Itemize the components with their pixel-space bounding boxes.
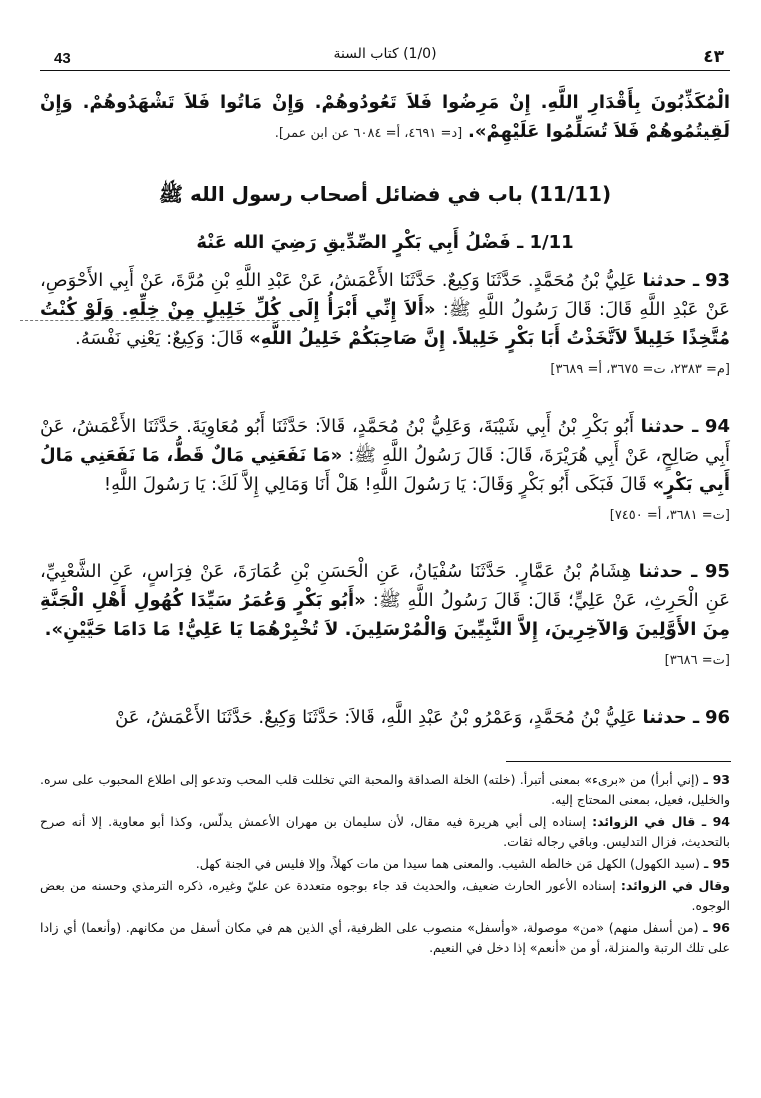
intro-block: [40, 88, 730, 148]
hadith-lead: ـ حدثنا: [640, 416, 699, 437]
hadith-isnad: عَلِيُّ بْنُ مُحَمَّدٍ، وَعَمْرُو بْنُ عَبْدِ اللَّهِ، قَالاَ: حَدَّثَنَا وَكِيعٌ. حَدَّثَنَا الأَعْمَشُ، عَنْ: [115, 707, 637, 728]
intro-reference: [د= ٤٦٩١، أ= ٦٠٨٤ عن ابن عمر].: [274, 126, 463, 141]
chapter-title: (11/11) باب في فضائل أصحاب رسول الله ﷺ: [158, 182, 612, 206]
hadith-lead: ـ حدثنا: [642, 707, 700, 728]
hadith-reference: [م= ٢٣٨٣، ت= ٣٦٧٥، أ= ٣٦٨٩]: [550, 362, 730, 377]
hadith-reference: [ت= ٣٦٨٦]: [664, 653, 730, 668]
hadith-matn: «أَلاَ إِنِّي أَبْرَأُ إِلَى كُلِّ خَلِيلٍ مِنْ خِلِّهِ. وَلَوْ كُنْتُ مُتَّخِذًا خَلِيلاً لاَتَّخَذْتُ أَبَا بَكْرٍ خَلِيلاً. إِنَّ صَاحِبَكُمْ خَلِيلُ اللَّهِ»: [40, 299, 730, 349]
hadith-isnad: عَلِيُّ بْنُ مُحَمَّدٍ. حَدَّثَنَا وَكِيعٌ. حَدَّثَنَا الأَعْمَشُ، عَنْ عَبْدِ اللَّهِ بْنِ مُرَّةَ، عَنْ أَبِي الأَحْوَصِ، عَنْ عَبْدِ اللَّهِ قَالَ: قَالَ رَسُولُ اللَّهِ ﷺ:: [40, 270, 730, 320]
hadith-number: 93: [704, 270, 730, 291]
page-number-latin: 43: [54, 50, 71, 67]
hadith-96: [40, 703, 730, 732]
running-title: (1/0) كتاب السنة: [333, 46, 437, 62]
hadith-lead: ـ حدثنا: [642, 270, 700, 291]
hadith-after: قَالَ: وَكِيعٌ: يَعْنِي نَفْسَهُ.: [75, 328, 244, 349]
subchapter-title: 1/11 ـ فَضْلُ أَبِي بَكْرٍ الصِّدِّيقِ رَضِيَ الله عَنْهُ: [196, 232, 574, 253]
hadith-lead: ـ حدثنا: [638, 561, 698, 582]
page-number-arabic: ٤٣: [703, 47, 724, 67]
hadith-matn: «مَا نَفَعَنِي مَالٌ قَطُّ، مَا نَفَعَنِي مَالُ أَبِي بَكْرٍ»: [40, 445, 730, 495]
hadith-matn: «أَبُو بَكْرٍ وَعُمَرُ سَيِّدَا كُهُولِ أَهْلِ الْجَنَّةِ مِنَ الأَوَّلِينَ وَالآخِرِينَ، إِلاَّ النَّبِيِّينَ وَالْمُرْسَلِينَ. لاَ تُخْبِرْهُمَا يَا عَلِيُّ! مَا دَامَا حَيَّيْنِ».: [40, 590, 730, 640]
footnote-separator: [506, 761, 731, 762]
hadith-isnad: أَبُو بَكْرِ بْنُ أَبِي شَيْبَةَ، وَعَلِيُّ بْنُ مُحَمَّدٍ، قَالاَ: حَدَّثَنَا أَبُو مُعَاوِيَةَ. حَدَّثَنَا الأَعْمَشُ، عَنْ أَبِي صَالِحٍ، عَنْ أَبِي هُرَيْرَةَ، قَالَ: قَالَ رَسُولُ اللَّهِ ﷺ:: [40, 416, 730, 466]
page-header: [40, 40, 730, 71]
hadith-94: [40, 412, 730, 530]
footnote-93: 93 ـ (إني أبرأ) من «برىء» بمعنى أتبرأ. (خلته) الخلة الصداقة والمحبة التي تخللت قلب المحب وتدعو إلى اطلاع المحبوب على سره. والخليل، فعيل، بمعنى المحتاج إليه.: [40, 772, 730, 807]
hadith-number: 95: [704, 561, 730, 582]
hadith-after: قَالَ فَبَكَى أَبُو بَكْرٍ وَقَالَ: يَا رَسُولَ اللَّهِ! هَلْ أَنَا وَمَالِي إِلاَّ لَكَ: يَا رَسُولَ اللَّهِ!: [103, 474, 647, 495]
footnote-95: 95 ـ (سيد الكهول) الكهل مَن خالطه الشيب. والمعنى هما سيدا من مات كهلاً، وإلا فليس في الجنة كهل.: [195, 856, 730, 871]
hadith-93: [40, 266, 730, 384]
footnotes: [40, 770, 730, 960]
intro-text: الْمُكَذِّبُونَ بِأَقْدَارِ اللَّهِ. إِنْ مَرِضُوا فَلاَ تَعُودُوهُمْ. وَإِنْ مَاتُوا فَلاَ تَشْهَدُوهُمْ. وَإِنْ لَقِيتُمُوهُمْ فَلاَ تُسَلِّمُوا عَلَيْهِمْ». [د= ٤٦٩١، أ= ٦٠٨٤ عن ابن عمر].: [40, 92, 730, 142]
hadith-isnad: هِشَامُ بْنُ عَمَّارٍ. حَدَّثَنَا سُفْيَانُ، عَنِ الْحَسَنِ بْنِ عُمَارَةَ، عَنْ فِرَاسٍ، عَنِ الشَّعْبِيِّ، عَنِ الْحَرِثِ، عَنْ عَلِيٍّ؛ قَالَ: قَالَ رَسُولُ اللَّهِ ﷺ:: [40, 561, 730, 611]
hadith-reference: [ت= ٣٦٨١، أ= ٧٤٥٠]: [609, 508, 730, 523]
hadith-number: 94: [704, 416, 730, 437]
footnote-95-zawaid: وقال في الزوائد: إسناده الأعور الحارث ضعيف، والحديث قد جاء بوجوه متعددة عن عليّ وغيره، ذكره الترمذي وحسنه من بعض الوجوه.: [40, 878, 730, 913]
footnote-96: 96 ـ (من أسفل منهم) «من» موصولة، «وأسفل» منصوب على الظرفية، أي الذين هم في مكان أسفل من مكانهم. (وأنعما) أي زادا على تلك الرتبة والمنزلة، أو من «أنعم» إذا دخل في النعيم.: [40, 920, 730, 955]
hadith-95: [40, 557, 730, 675]
hadith-number: 96: [704, 707, 730, 728]
footnote-94: 94 ـ قال في الزوائد: إسناده إلى أبي هريرة فيه مقال، لأن سليمان بن مهران الأعمش يدلّس، وكذا أبو معاوية. إلا أنه صرح بالتحديث، فزال التدليس. وباقي رجاله ثقات.: [40, 814, 730, 849]
